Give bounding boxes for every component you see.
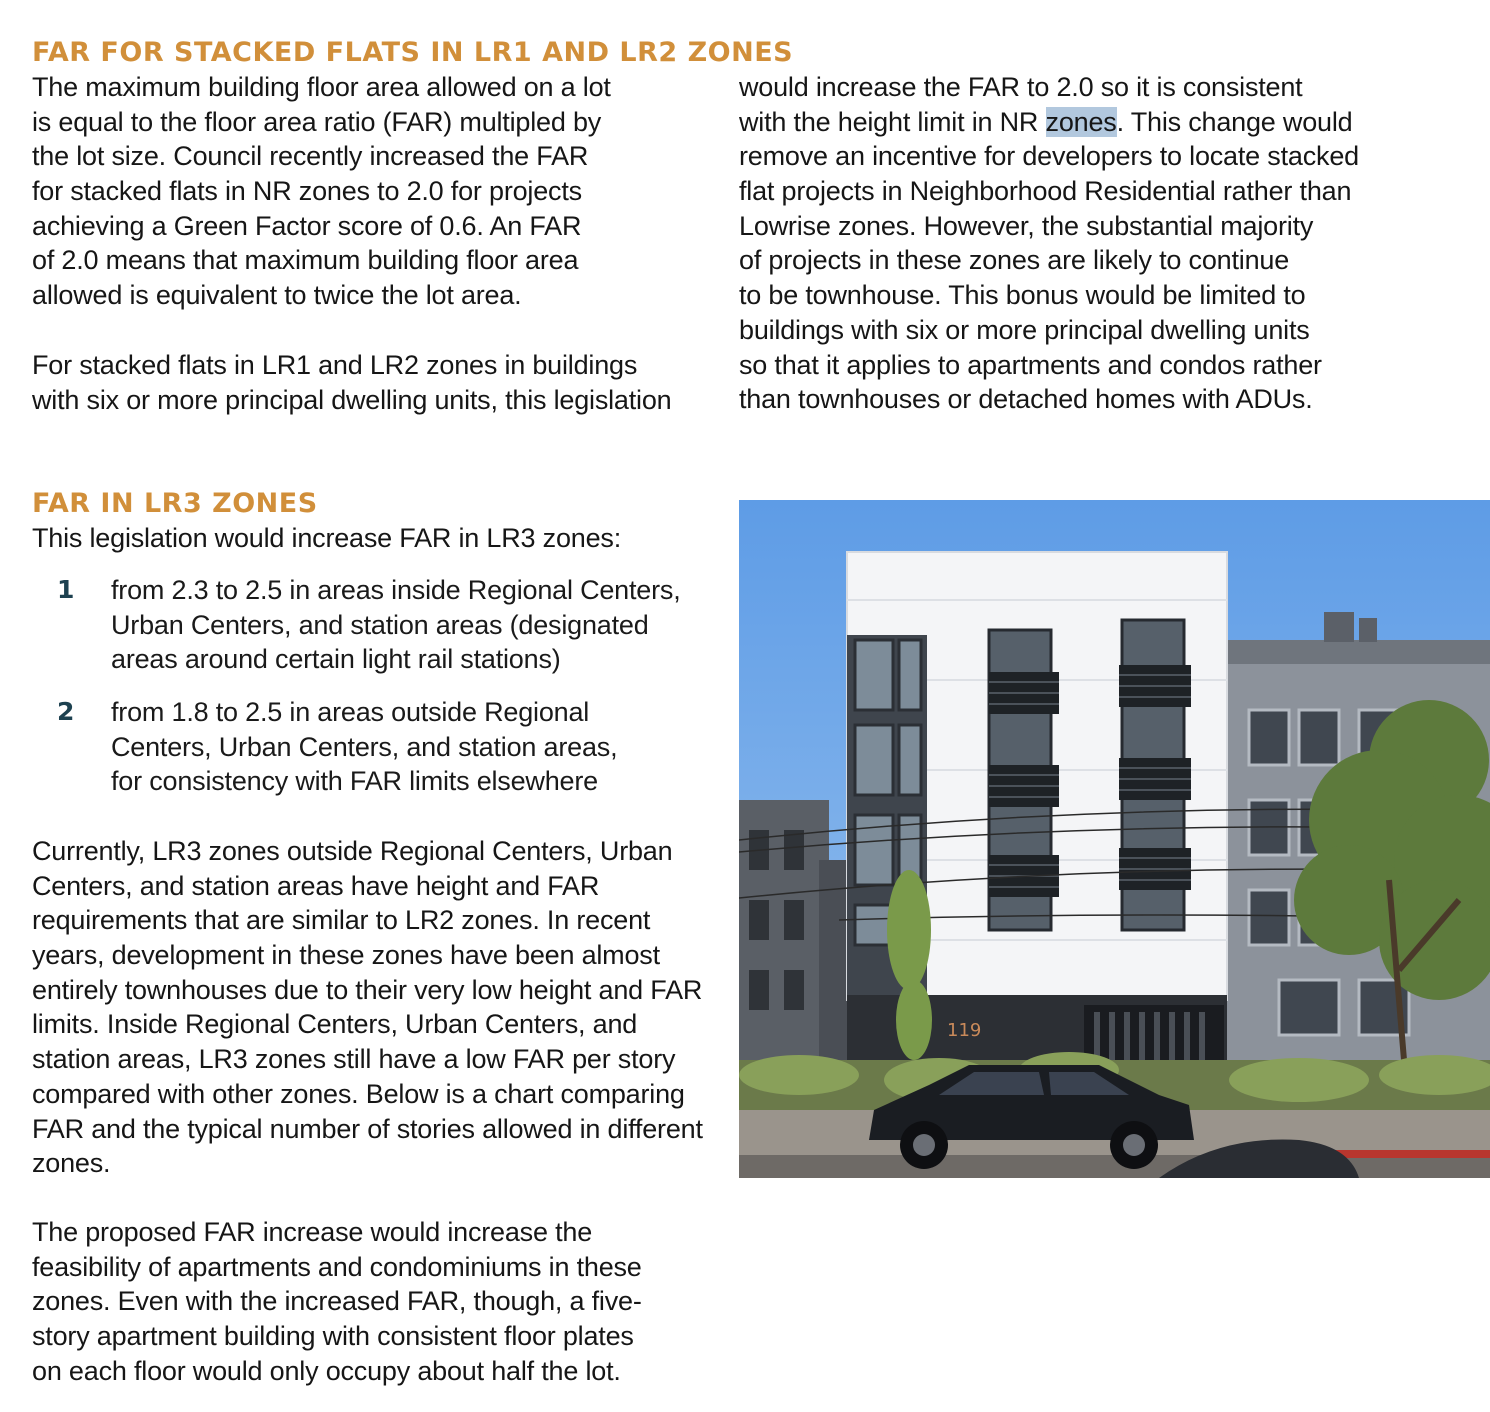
text-line: Urban Centers, and station areas (designated	[111, 609, 649, 640]
list-item-text	[111, 695, 617, 799]
neighbor-building-left-2	[819, 860, 849, 1080]
apartment-building-photo	[739, 500, 1490, 1178]
text-line: The maximum building floor area allowed on a lot	[32, 72, 611, 102]
text-line: Centers, Urban Centers, and station areas,	[111, 731, 618, 762]
paragraph-lr3-intro	[32, 521, 621, 556]
section-heading-lr3: FAR IN LR3 ZONES	[32, 488, 318, 519]
text-line: zones.	[32, 1148, 111, 1179]
list-number: 2	[57, 697, 75, 726]
text-line: zones. Even with the increased FAR, though, a five-	[32, 1286, 642, 1317]
paragraph-far-definition	[32, 70, 611, 313]
text-line: buildings with six or more principal dwelling units	[739, 314, 1310, 345]
text-line: of 2.0 means that maximum building floor area	[32, 245, 579, 276]
text-line: remove an incentive for developers to locate stacked	[739, 141, 1359, 172]
list-number: 1	[57, 575, 75, 604]
text-line: years, development in these zones have been almost	[32, 940, 660, 971]
text-line: areas around certain light rail stations)	[111, 644, 561, 675]
text-line: with six or more principal dwelling units, this legislation	[32, 384, 672, 415]
text-line: from 1.8 to 2.5 in areas outside Regional	[111, 697, 590, 727]
text-line: so that it applies to apartments and condos rather	[739, 349, 1322, 380]
text-line: is equal to the floor area ratio (FAR) multipled by	[32, 106, 602, 137]
text-line: from 2.3 to 2.5 in areas inside Regional Centers,	[111, 575, 681, 605]
text-line: of projects in these zones are likely to continue	[739, 245, 1290, 276]
text-line: achieving a Green Factor score of 0.6. An FAR	[32, 210, 582, 241]
text-line: for stacked flats in NR zones to 2.0 for projects	[32, 176, 582, 207]
text-line: Currently, LR3 zones outside Regional Centers, Urban	[32, 836, 673, 866]
selected-text[interactable]: zones	[1045, 106, 1117, 137]
text-line: entirely townhouses due to their very low height and FAR	[32, 974, 703, 1005]
text-segment: . This change would	[1116, 106, 1353, 137]
text-line: FAR and the typical number of stories allowed in different	[32, 1113, 703, 1144]
text-line: Centers, and station areas have height and FAR	[32, 870, 600, 901]
section-heading-lr1-lr2: FAR FOR STACKED FLATS IN LR1 AND LR2 ZONES	[32, 37, 794, 68]
text-line: limits. Inside Regional Centers, Urban Centers, and	[32, 1009, 638, 1040]
text-line: to be townhouse. This bonus would be limited to	[739, 280, 1306, 311]
paragraph-continuation	[739, 70, 1359, 417]
text-line: requirements that are similar to LR2 zones. In recent	[32, 905, 651, 936]
text-line: compared with other zones. Below is a chart comparing	[32, 1078, 685, 1109]
paragraph-lr3-current	[32, 834, 703, 1181]
text-line: story apartment building with consistent floor plates	[32, 1321, 634, 1352]
text-line: flat projects in Neighborhood Residential rather than	[739, 176, 1352, 207]
text-segment: with the height limit in NR	[739, 106, 1046, 137]
address-number: 119	[947, 1020, 982, 1041]
paragraph-stacked-flats-lr1-lr2	[32, 348, 671, 417]
text-line: station areas, LR3 zones still have a low FAR per story	[32, 1044, 676, 1075]
text-line: feasibility of apartments and condominiums in these	[32, 1251, 642, 1282]
text-line: allowed is equivalent to twice the lot area.	[32, 280, 522, 311]
text-line: on each floor would only occupy about half the lot.	[32, 1355, 621, 1386]
text-line: than townhouses or detached homes with ADUs.	[739, 384, 1313, 415]
text-line: Lowrise zones. However, the substantial majority	[739, 210, 1314, 241]
text-line: The proposed FAR increase would increase the	[32, 1217, 593, 1247]
text-line: This legislation would increase FAR in LR3 zones:	[32, 523, 621, 553]
text-line-with-selection	[739, 105, 1359, 140]
building-illustration	[739, 500, 1490, 1178]
paragraph-lr3-proposed	[32, 1215, 642, 1388]
text-line: For stacked flats in LR1 and LR2 zones in buildings	[32, 350, 638, 380]
text-line: for consistency with FAR limits elsewhere	[111, 766, 598, 797]
text-line: would increase the FAR to 2.0 so it is consistent	[739, 72, 1303, 102]
text-line: the lot size. Council recently increased the FAR	[32, 141, 589, 172]
rooftop-unit	[1324, 612, 1354, 642]
list-item-text	[111, 573, 681, 677]
